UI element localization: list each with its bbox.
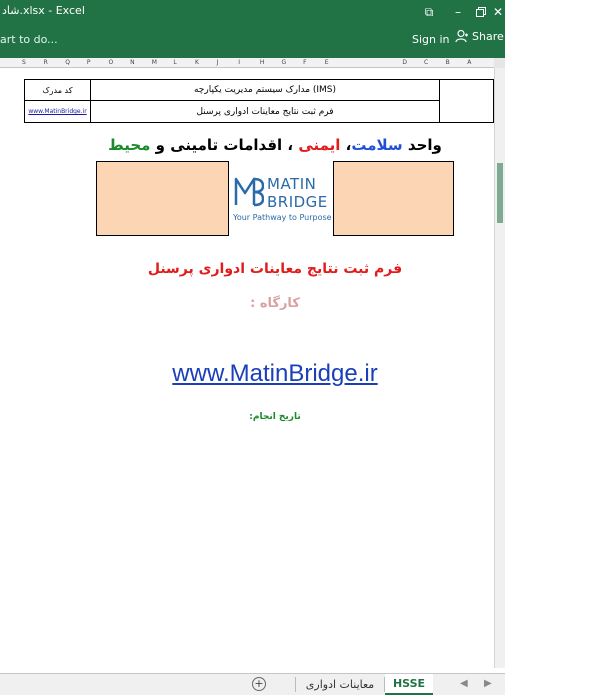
unit-title-health: سلامت	[351, 136, 403, 154]
logo-cell[interactable]	[440, 80, 493, 122]
share-label: Share	[472, 29, 504, 43]
unit-title-safety: ایمنی	[298, 136, 341, 154]
column-letter[interactable]: P	[86, 59, 91, 66]
column-letter[interactable]: F	[303, 59, 307, 66]
document-code-value[interactable]: www.MatinBridge.ir	[25, 101, 91, 122]
form-name-cell[interactable]: فرم ثبت نتایج معاینات ادواری پرسنل	[91, 101, 440, 122]
column-letter[interactable]: R	[43, 59, 48, 66]
minimize-icon[interactable]: –	[455, 5, 461, 19]
unit-title-prefix: واحد	[402, 136, 442, 154]
ribbon-display-options-icon[interactable]: ⧉	[424, 4, 434, 19]
column-letter[interactable]: I	[238, 59, 241, 66]
column-letter[interactable]: E	[324, 59, 329, 66]
column-letter[interactable]: L	[173, 59, 177, 66]
tab-scroll-next-icon[interactable]: ▶	[484, 678, 492, 689]
column-letter[interactable]: M	[151, 59, 157, 66]
column-letter[interactable]: S	[22, 59, 26, 66]
column-letter[interactable]: J	[216, 59, 219, 66]
sign-in-link[interactable]: Sign in	[412, 33, 450, 46]
column-letter[interactable]: Q	[65, 59, 70, 66]
workshop-label[interactable]: کارگاه :	[250, 296, 300, 311]
unit-title-environment: محیط	[108, 136, 151, 154]
unit-title-comma: ،	[340, 136, 352, 154]
website-link[interactable]: www.MatinBridge.ir	[172, 360, 378, 387]
column-letter[interactable]: K	[195, 59, 199, 66]
tab-divider	[295, 677, 296, 692]
column-letter[interactable]: O	[108, 59, 114, 66]
sheet-tab-bar	[0, 673, 505, 695]
logo-word-bridge: BRIDGE	[267, 193, 328, 211]
peach-cell-right[interactable]	[333, 161, 454, 236]
tell-me-search[interactable]: art to do...	[0, 33, 58, 46]
form-title[interactable]: فرم ثبت نتایج معاینات ادواری پرسنل	[147, 261, 403, 277]
title-bar	[0, 0, 505, 58]
logo-word-matin: MATIN	[267, 175, 317, 193]
tab-periodic-exams[interactable]: معاینات ادواری	[305, 678, 375, 691]
peach-cell-left[interactable]	[96, 161, 229, 236]
column-letter[interactable]: A	[467, 59, 472, 66]
ims-documents-title[interactable]: مدارک سیستم مدیریت یکپارچه (IMS)	[91, 80, 440, 101]
document-header-table	[24, 79, 494, 123]
tab-divider	[384, 677, 385, 692]
column-header[interactable]	[0, 58, 505, 68]
column-letter[interactable]: C	[424, 59, 429, 66]
tab-hsse[interactable]: HSSE	[385, 674, 433, 695]
select-all-corner[interactable]	[494, 58, 505, 68]
logo-tagline: Your Pathway to Purpose	[233, 213, 332, 222]
column-letter[interactable]: N	[130, 59, 135, 66]
share-button[interactable]	[455, 29, 504, 43]
window-title: شاد.xlsx - Excel	[2, 4, 85, 17]
tab-scroll-prev-icon[interactable]: ◀	[460, 678, 468, 689]
add-sheet-icon[interactable]: +	[252, 677, 266, 691]
scrollbar-thumb[interactable]	[497, 163, 503, 223]
column-letter[interactable]: B	[445, 59, 450, 66]
column-letter[interactable]: G	[281, 59, 287, 66]
date-label[interactable]: تاریخ انجام:	[249, 412, 301, 422]
matin-bridge-logo[interactable]	[229, 161, 333, 236]
mb-monogram-icon	[234, 175, 264, 209]
share-person-icon	[455, 29, 469, 43]
unit-title-security: ، اقدامات تامینی و	[150, 136, 299, 154]
close-icon[interactable]: ✕	[492, 5, 504, 19]
vertical-scrollbar[interactable]	[494, 68, 505, 668]
restore-window-icon	[476, 7, 486, 17]
column-letter[interactable]: H	[259, 59, 265, 66]
column-letter[interactable]: D	[402, 59, 408, 66]
document-code-label[interactable]: کد مدرک	[25, 80, 91, 101]
